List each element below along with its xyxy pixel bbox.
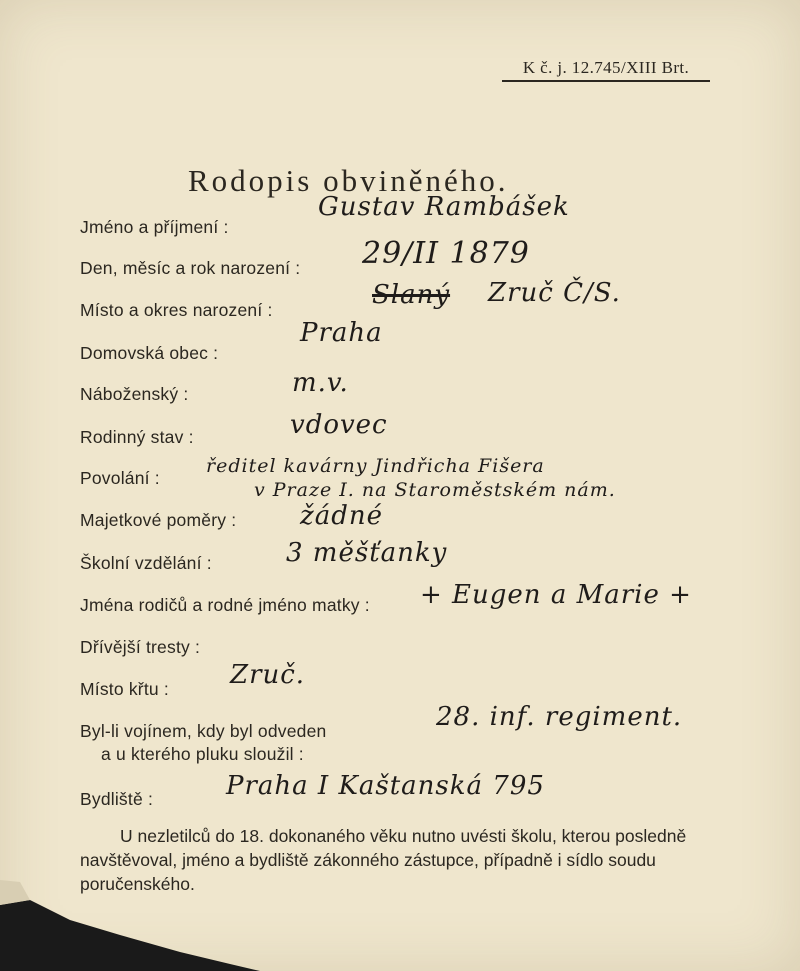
- label-education: Školní vzdělání :: [80, 553, 212, 573]
- label-occupation: Povolání :: [80, 468, 160, 488]
- label-parents: Jména rodičů a rodné jméno matky :: [80, 595, 370, 615]
- value-military: 28. inf. regiment.: [436, 702, 683, 732]
- torn-corner-shape: [0, 880, 260, 971]
- value-occupation-2: v Praze I. na Staroměstském nám.: [254, 479, 616, 501]
- value-baptism-place: Zruč.: [230, 660, 306, 690]
- label-baptism-place: Místo křtu :: [80, 679, 169, 699]
- label-name: Jméno a příjmení :: [80, 217, 229, 237]
- footnote-text: U nezletilců do 18. dokonaného věku nutno uvésti školu, kterou posledně navštěvoval, jméno a bydliště zákonného zástupce, případně i sídlo soudu poručenského.: [80, 826, 687, 894]
- label-birth-place: Místo a okres narození :: [80, 300, 273, 320]
- value-occupation-1: ředitel kavárny Jindřicha Fišera: [206, 455, 545, 477]
- label-previous-sentences: Dřívější tresty :: [80, 637, 201, 657]
- value-religion: m.v.: [292, 368, 349, 398]
- label-home-municipality: Domovská obec :: [80, 343, 219, 363]
- label-religion: Náboženský :: [80, 384, 189, 404]
- value-home-municipality: Praha: [300, 318, 383, 348]
- value-parents: + Eugen a Marie +: [420, 580, 692, 610]
- form-title: Rodopis obviněného.: [188, 162, 509, 198]
- value-marital-status: vdovec: [290, 410, 388, 440]
- value-birth-place: Zruč Č/S.: [488, 278, 621, 308]
- label-property: Majetkové poměry :: [80, 510, 237, 530]
- label-military-1: Byl-li vojínem, kdy byl odveden: [80, 721, 327, 741]
- value-property: žádné: [300, 501, 383, 531]
- label-military-2: a u kterého pluku sloužil :: [101, 744, 304, 764]
- value-birth-date: 29/II 1879: [362, 236, 530, 271]
- label-residence: Bydliště :: [80, 789, 153, 809]
- label-birth-date: Den, měsíc a rok narození :: [80, 258, 301, 278]
- value-birth-place-struck: Slaný: [372, 280, 451, 310]
- value-education: 3 měšťanky: [286, 538, 448, 568]
- reference-number: K č. j. 12.745/XIII Brt.: [502, 58, 710, 82]
- value-residence: Praha I Kaštanská 795: [226, 771, 545, 801]
- label-marital-status: Rodinný stav :: [80, 427, 194, 447]
- value-name: Gustav Rambášek: [318, 192, 570, 222]
